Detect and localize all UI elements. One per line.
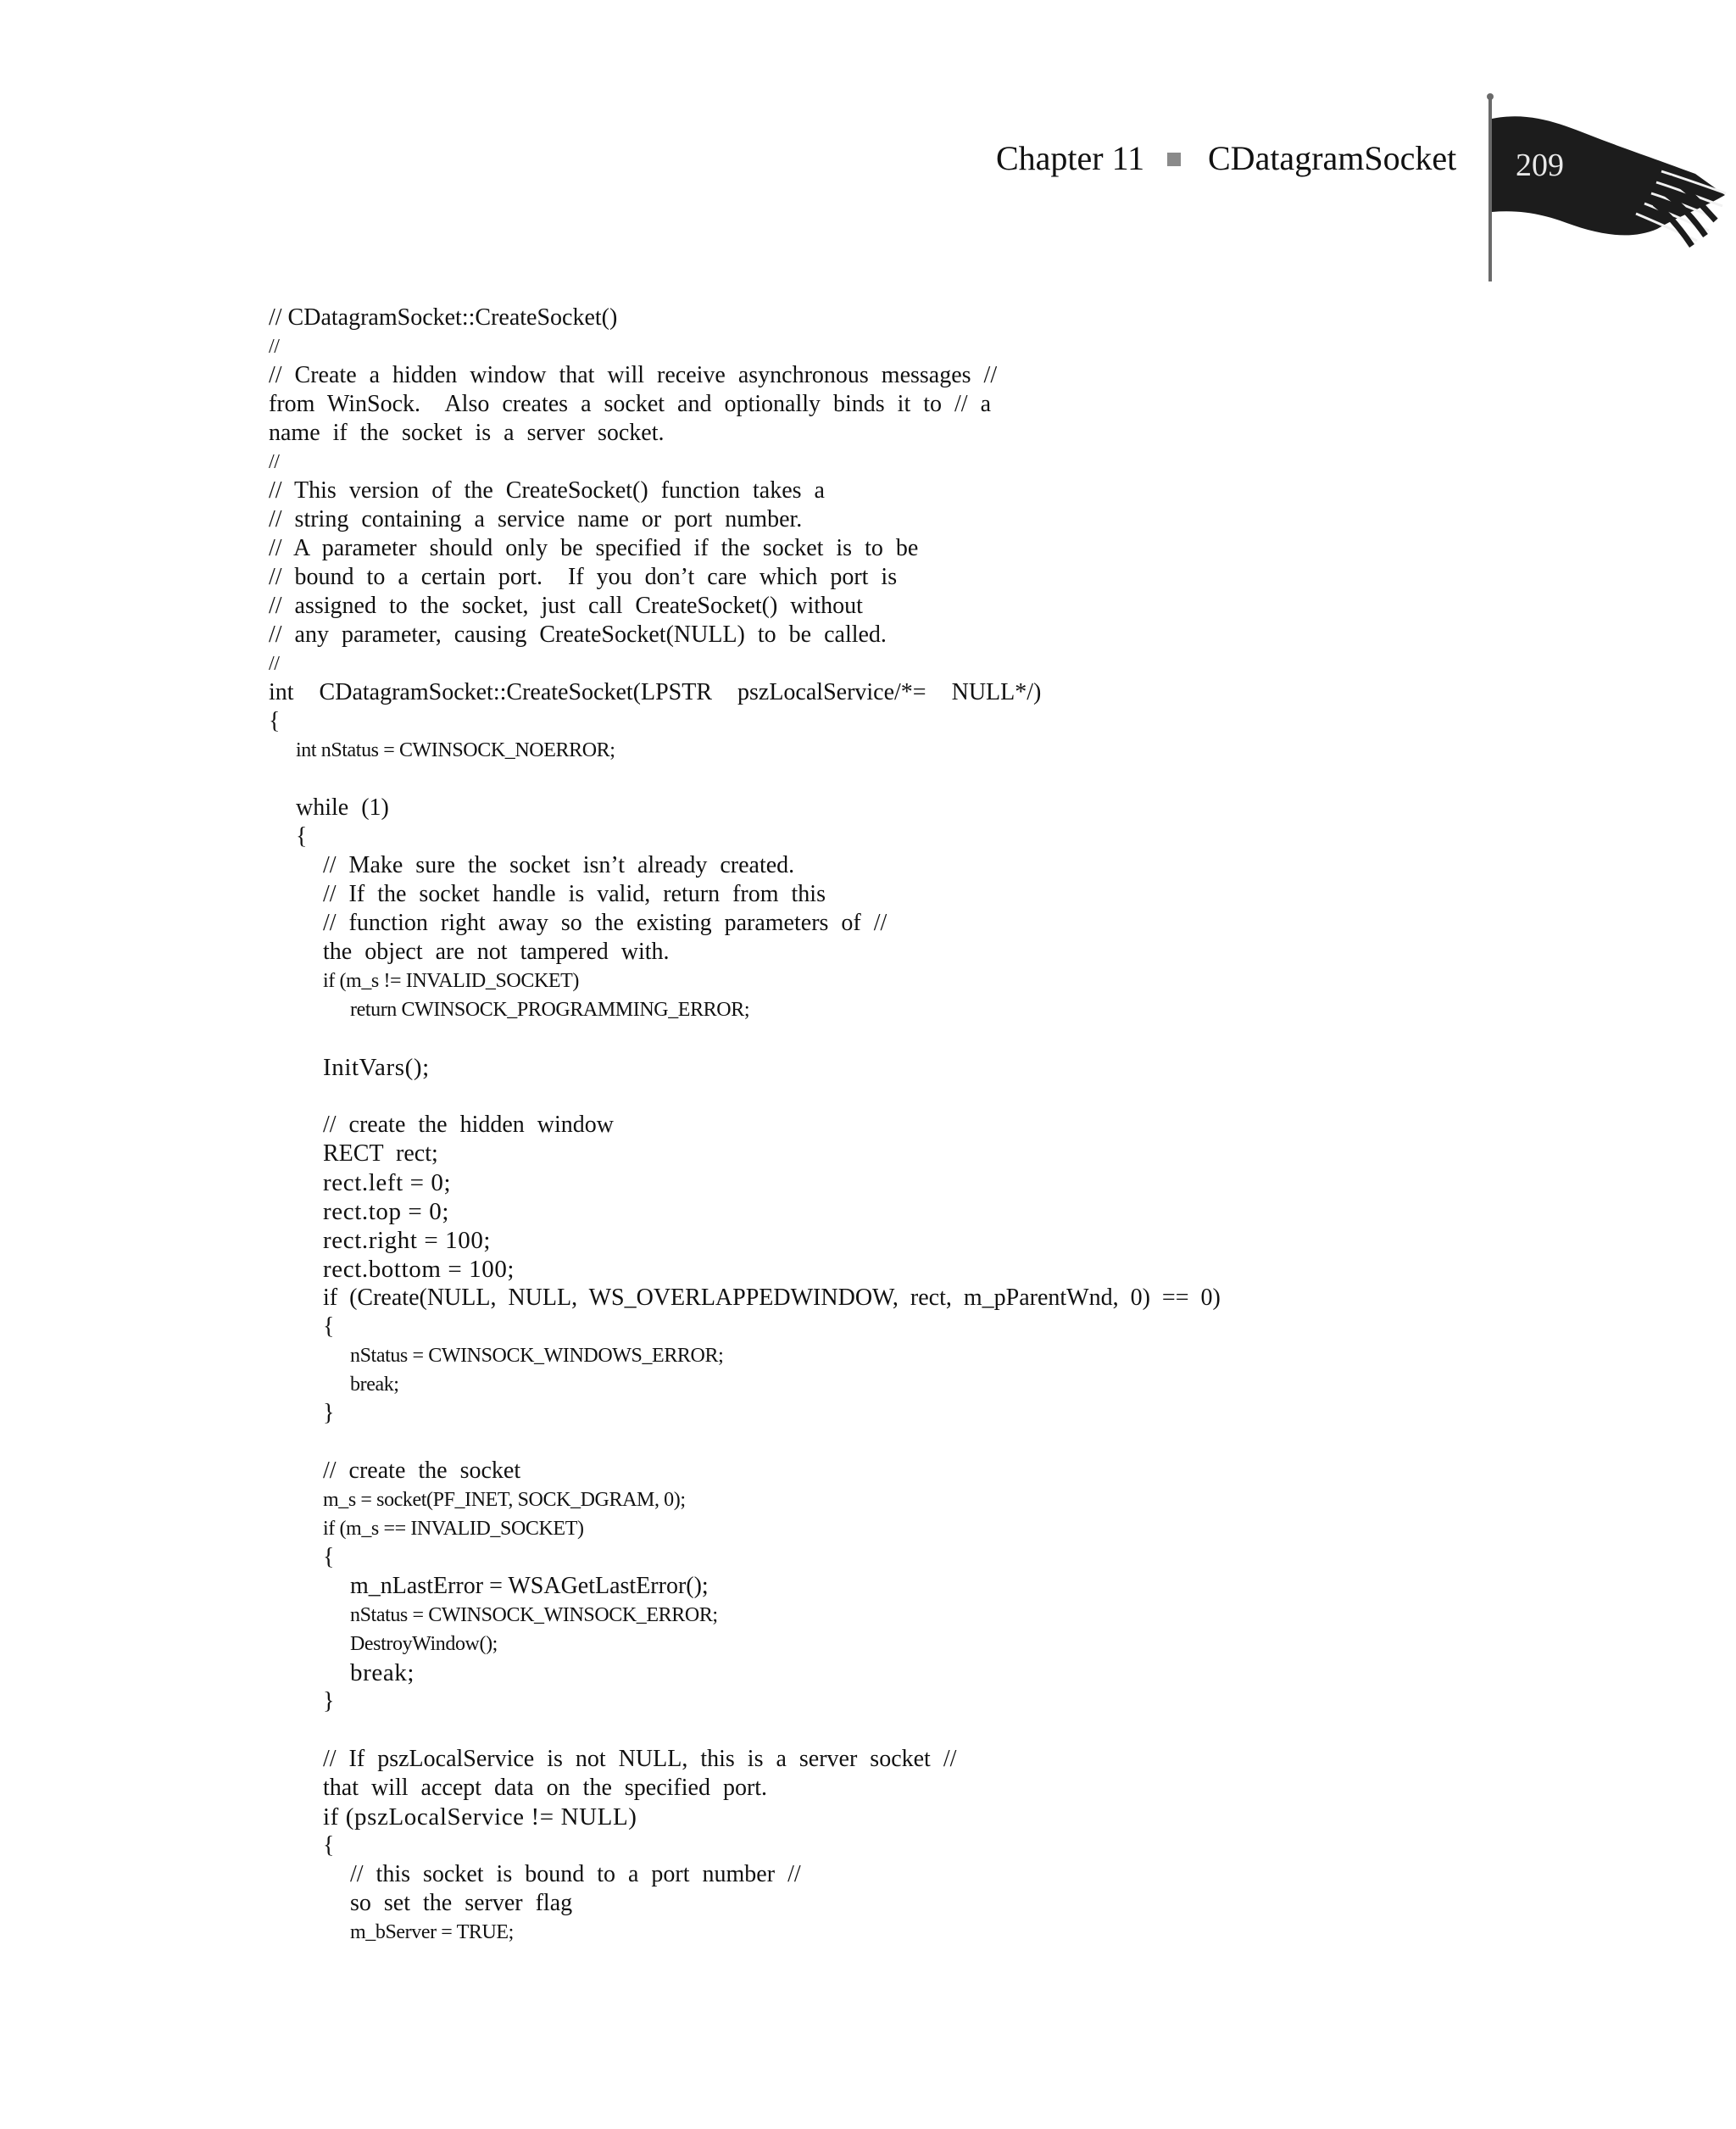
code-line: that will accept data on the specified port. (323, 1775, 768, 1801)
code-line: } (323, 1688, 335, 1714)
code-line: rect.bottom = 100; (323, 1256, 515, 1283)
code-line: if (m_s == INVALID_SOCKET) (323, 1518, 584, 1540)
code-line: // CDatagramSocket::CreateSocket() (269, 304, 618, 331)
code-line: // string containing a service name or port number. (269, 506, 803, 532)
code-line: int CDatagramSocket::CreateSocket(LPSTR pszLocalService/*= NULL*/) (269, 679, 1042, 705)
code-line: rect.left = 0; (323, 1169, 452, 1196)
code-line: // Make sure the socket isn’t already created. (323, 852, 795, 878)
code-line: // This version of the CreateSocket() function takes a (269, 477, 825, 504)
code-line (269, 1082, 1659, 1111)
code-line: // (269, 653, 280, 675)
code-listing (269, 304, 1659, 1947)
code-line: // assigned to the socket, just call CreateSocket() without (269, 593, 863, 619)
code-line (269, 1024, 1659, 1053)
code-line: while (1) (296, 794, 389, 821)
code-line: // If pszLocalService is not NULL, this is a server socket // (323, 1746, 957, 1772)
code-line: // (269, 336, 280, 358)
code-line: so set the server flag (350, 1890, 573, 1916)
code-line (269, 1428, 1659, 1457)
code-line (269, 765, 1659, 794)
code-line: // this socket is bound to a port number // (350, 1861, 801, 1887)
code-line: // function right away so the existing parameters of // (323, 910, 887, 936)
code-line: the object are not tampered with. (323, 939, 670, 965)
waving-flag-icon (1475, 93, 1729, 288)
code-line: rect.top = 0; (323, 1198, 449, 1225)
code-line: { (323, 1832, 335, 1859)
code-line: // any parameter, causing CreateSocket(NULL) to be called. (269, 621, 887, 648)
chapter-label: Chapter 11 (996, 139, 1145, 177)
code-line: // (269, 451, 280, 473)
code-line: m_s = socket(PF_INET, SOCK_DGRAM, 0); (323, 1489, 686, 1511)
code-line: // A parameter should only be specified if the socket is to be (269, 535, 919, 561)
code-line: RECT rect; (323, 1140, 438, 1167)
code-line: // Create a hidden window that will receive asynchronous messages // (269, 362, 998, 388)
code-line: { (323, 1544, 335, 1570)
code-line: m_bServer = TRUE; (350, 1921, 514, 1943)
code-line (269, 1716, 1659, 1745)
code-line: from WinSock. Also creates a socket and optionally binds it to // a (269, 391, 992, 417)
code-line: DestroyWindow(); (350, 1633, 498, 1655)
code-line: // bound to a certain port. If you don’t care which port is (269, 564, 898, 590)
code-line: // create the hidden window (323, 1112, 615, 1138)
code-line: int nStatus = CWINSOCK_NOERROR; (296, 739, 615, 761)
page-number: 209 (1516, 148, 1564, 183)
code-line: { (323, 1313, 335, 1340)
code-line: } (323, 1400, 335, 1426)
code-line: // create the socket (323, 1457, 521, 1484)
code-line: if (pszLocalService != NULL) (323, 1803, 637, 1831)
code-line: nStatus = CWINSOCK_WINSOCK_ERROR; (350, 1604, 718, 1626)
code-line: { (296, 823, 308, 850)
code-line: break; (350, 1659, 415, 1686)
code-line: { (269, 708, 281, 734)
code-line: break; (350, 1374, 399, 1396)
code-line: m_nLastError = WSAGetLastError(); (350, 1573, 709, 1599)
code-line: InitVars(); (323, 1054, 430, 1081)
running-header (0, 0, 1736, 305)
code-line: nStatus = CWINSOCK_WINDOWS_ERROR; (350, 1345, 724, 1367)
code-line: if (Create(NULL, NULL, WS_OVERLAPPEDWINDOW, rect, m_pParentWnd, 0) == 0) (323, 1285, 1221, 1311)
code-line: if (m_s != INVALID_SOCKET) (323, 970, 579, 992)
code-line: rect.right = 100; (323, 1227, 492, 1254)
separator-square-icon (1167, 153, 1181, 166)
chapter-title: CDatagramSocket (1208, 139, 1457, 177)
code-line: return CWINSOCK_PROGRAMMING_ERROR; (350, 999, 750, 1021)
code-line: name if the socket is a server socket. (269, 420, 665, 446)
code-line: // If the socket handle is valid, return from this (323, 881, 826, 907)
